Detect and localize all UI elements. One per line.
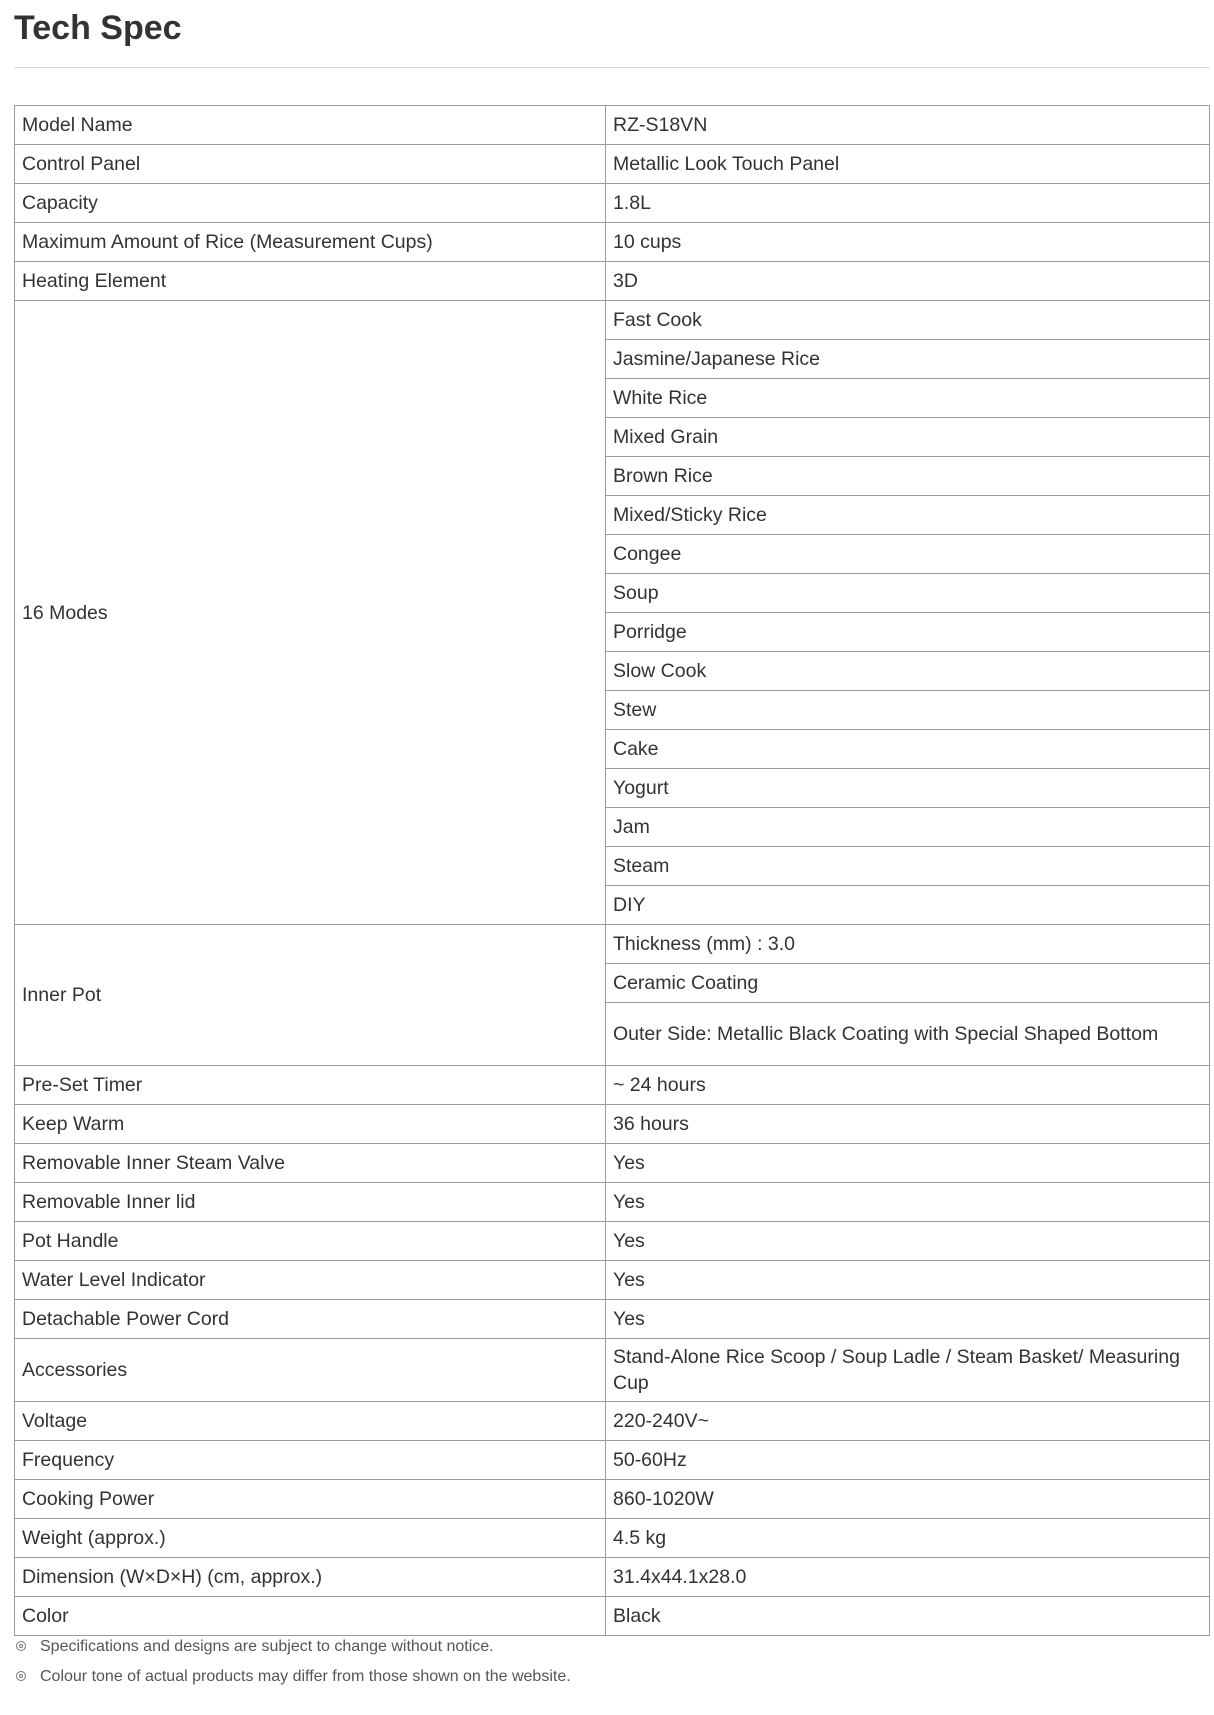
spec-value: 860-1020W	[606, 1480, 1210, 1519]
spec-value: Yes	[606, 1261, 1210, 1300]
spec-value: 50-60Hz	[606, 1441, 1210, 1480]
spec-label: Cooking Power	[15, 1480, 606, 1519]
table-row	[15, 301, 1210, 340]
spec-value: 220-240V~	[606, 1402, 1210, 1441]
spec-value: Yes	[606, 1222, 1210, 1261]
table-row	[15, 1597, 1210, 1636]
spec-value: 4.5 kg	[606, 1519, 1210, 1558]
spec-value: Slow Cook	[606, 652, 1210, 691]
spec-value: Congee	[606, 535, 1210, 574]
spec-value: Jasmine/Japanese Rice	[606, 340, 1210, 379]
spec-label: Removable Inner lid	[15, 1183, 606, 1222]
table-row	[15, 1066, 1210, 1105]
spec-value: Yes	[606, 1300, 1210, 1339]
spec-value: Ceramic Coating	[606, 964, 1210, 1003]
spec-value: RZ-S18VN	[606, 106, 1210, 145]
double-circle-icon	[16, 1641, 26, 1651]
spec-value: Stew	[606, 691, 1210, 730]
table-row	[15, 262, 1210, 301]
note-text: Specifications and designs are subject to change without notice.	[40, 1638, 494, 1655]
table-row	[15, 1261, 1210, 1300]
spec-value: Cake	[606, 730, 1210, 769]
spec-value: 1.8L	[606, 184, 1210, 223]
table-row	[15, 1339, 1210, 1402]
table-row	[15, 1558, 1210, 1597]
table-row	[15, 145, 1210, 184]
double-circle-icon	[16, 1671, 26, 1681]
table-row	[15, 1183, 1210, 1222]
spec-value: Thickness (mm) : 3.0	[606, 925, 1210, 964]
table-row	[15, 1519, 1210, 1558]
spec-label: 16 Modes	[15, 301, 606, 925]
table-row	[15, 223, 1210, 262]
spec-label: Water Level Indicator	[15, 1261, 606, 1300]
spec-value: Jam	[606, 808, 1210, 847]
spec-value: Metallic Look Touch Panel	[606, 145, 1210, 184]
title-divider	[14, 67, 1210, 68]
spec-value: Yogurt	[606, 769, 1210, 808]
spec-value: Mixed Grain	[606, 418, 1210, 457]
spec-value: Outer Side: Metallic Black Coating with Special Shaped Bottom	[606, 1003, 1210, 1066]
spec-table-body	[15, 106, 1210, 1636]
spec-label: Dimension (W×D×H) (cm, approx.)	[15, 1558, 606, 1597]
spec-value: White Rice	[606, 379, 1210, 418]
note-text: Colour tone of actual products may differ from those shown on the website.	[40, 1668, 571, 1685]
spec-label: Pot Handle	[15, 1222, 606, 1261]
table-row	[15, 1480, 1210, 1519]
spec-value: Porridge	[606, 613, 1210, 652]
spec-value: Mixed/Sticky Rice	[606, 496, 1210, 535]
spec-label: Frequency	[15, 1441, 606, 1480]
table-row	[15, 1222, 1210, 1261]
spec-label: Accessories	[15, 1339, 606, 1402]
spec-value: Black	[606, 1597, 1210, 1636]
table-row	[15, 1300, 1210, 1339]
spec-label: Pre-Set Timer	[15, 1066, 606, 1105]
spec-value: Soup	[606, 574, 1210, 613]
spec-value: 10 cups	[606, 223, 1210, 262]
table-row	[15, 1144, 1210, 1183]
spec-value: Stand-Alone Rice Scoop / Soup Ladle / Steam Basket/ Measuring Cup	[606, 1339, 1210, 1402]
spec-value: 3D	[606, 262, 1210, 301]
table-row	[15, 1402, 1210, 1441]
spec-label: Voltage	[15, 1402, 606, 1441]
table-row	[15, 1441, 1210, 1480]
page-title: Tech Spec	[14, 9, 182, 47]
spec-value: Yes	[606, 1144, 1210, 1183]
spec-label: Model Name	[15, 106, 606, 145]
spec-value: Yes	[606, 1183, 1210, 1222]
table-row	[15, 106, 1210, 145]
spec-value: 31.4x44.1x28.0	[606, 1558, 1210, 1597]
spec-value: Fast Cook	[606, 301, 1210, 340]
spec-label: Control Panel	[15, 145, 606, 184]
spec-value: Brown Rice	[606, 457, 1210, 496]
spec-value: Steam	[606, 847, 1210, 886]
table-row	[15, 184, 1210, 223]
spec-label: Capacity	[15, 184, 606, 223]
spec-value: DIY	[606, 886, 1210, 925]
spec-label: Inner Pot	[15, 925, 606, 1066]
spec-label: Removable Inner Steam Valve	[15, 1144, 606, 1183]
table-row	[15, 925, 1210, 964]
table-row	[15, 1105, 1210, 1144]
spec-label: Color	[15, 1597, 606, 1636]
spec-label: Detachable Power Cord	[15, 1300, 606, 1339]
spec-value: ~ 24 hours	[606, 1066, 1210, 1105]
spec-table	[14, 105, 1210, 1636]
spec-label: Heating Element	[15, 262, 606, 301]
spec-value: 36 hours	[606, 1105, 1210, 1144]
spec-label: Maximum Amount of Rice (Measurement Cups)	[15, 223, 606, 262]
spec-label: Weight (approx.)	[15, 1519, 606, 1558]
spec-label: Keep Warm	[15, 1105, 606, 1144]
